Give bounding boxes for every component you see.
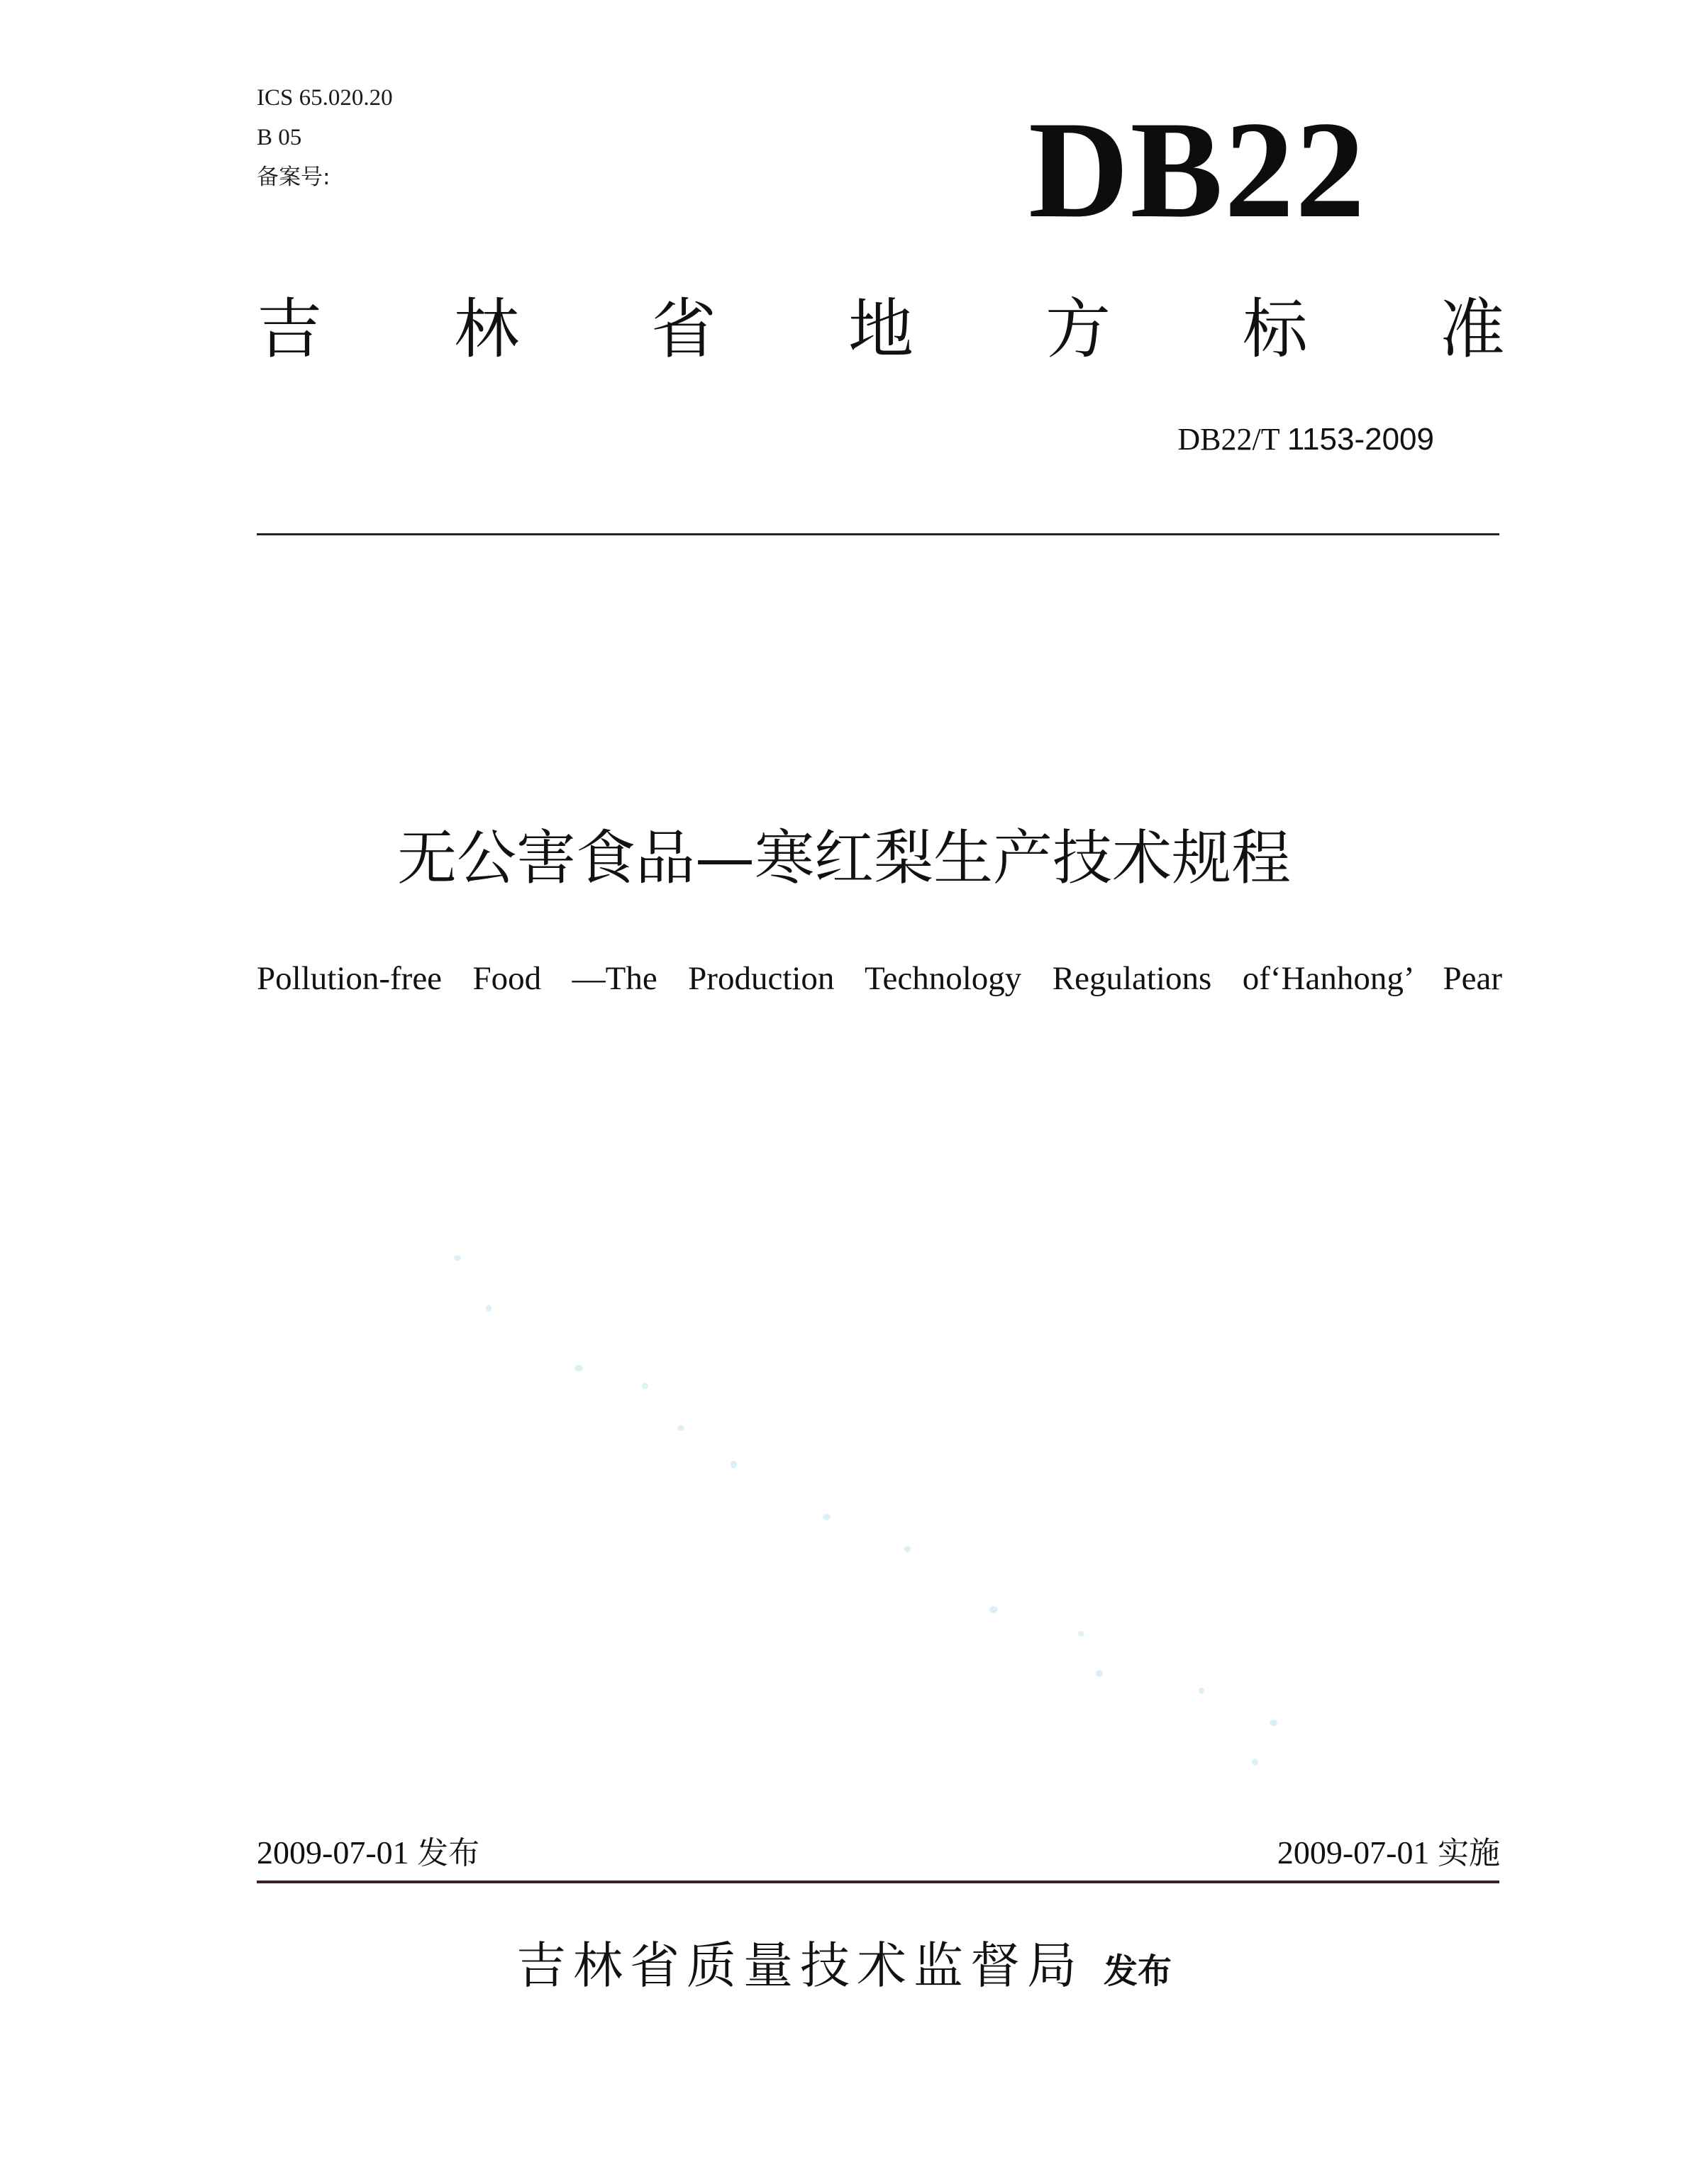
issuing-authority: [0, 1930, 1688, 2007]
standard-number-prefix: DB22/T: [1177, 422, 1287, 457]
classification-block: [257, 78, 393, 197]
title-chinese: 无公害食品—寒红梨生产技术规程: [396, 823, 1291, 893]
issuer-action: 发布: [1103, 1951, 1172, 1991]
ccs-code: B 05: [257, 125, 302, 150]
issue-date-label: 发布: [417, 1835, 480, 1871]
bottom-divider: [257, 1881, 1499, 1883]
db22-logo: DB22: [1028, 93, 1367, 247]
issuer-organization: 吉林省质量技术监督局: [516, 1937, 1084, 1995]
implementation-date-label: 实施: [1438, 1835, 1500, 1871]
title-english: Pollution-free Food —The Production Technology Regulations of‘Hanhong’ Pear: [257, 960, 1502, 997]
implementation-date-value: 2009-07-01: [1277, 1834, 1438, 1871]
heading-char: 准: [1439, 291, 1505, 367]
ics-code: ICS 65.020.20: [257, 85, 393, 111]
heading-char: 方: [1045, 291, 1111, 367]
heading-char: 吉: [257, 291, 323, 367]
issue-date-value: 2009-07-01: [257, 1834, 418, 1871]
heading-char: 省: [650, 291, 716, 367]
issue-date: [257, 1828, 479, 1878]
heading-char: 林: [453, 291, 519, 367]
standard-number: [1177, 418, 1434, 461]
standard-type-heading: [257, 287, 1505, 372]
implementation-date: [1277, 1828, 1500, 1878]
record-number-label: 备案号:: [257, 165, 331, 190]
top-divider: [257, 533, 1499, 535]
heading-char: 地: [848, 291, 914, 367]
standard-number-value: 1153-2009: [1287, 422, 1434, 457]
heading-char: 标: [1242, 291, 1308, 367]
